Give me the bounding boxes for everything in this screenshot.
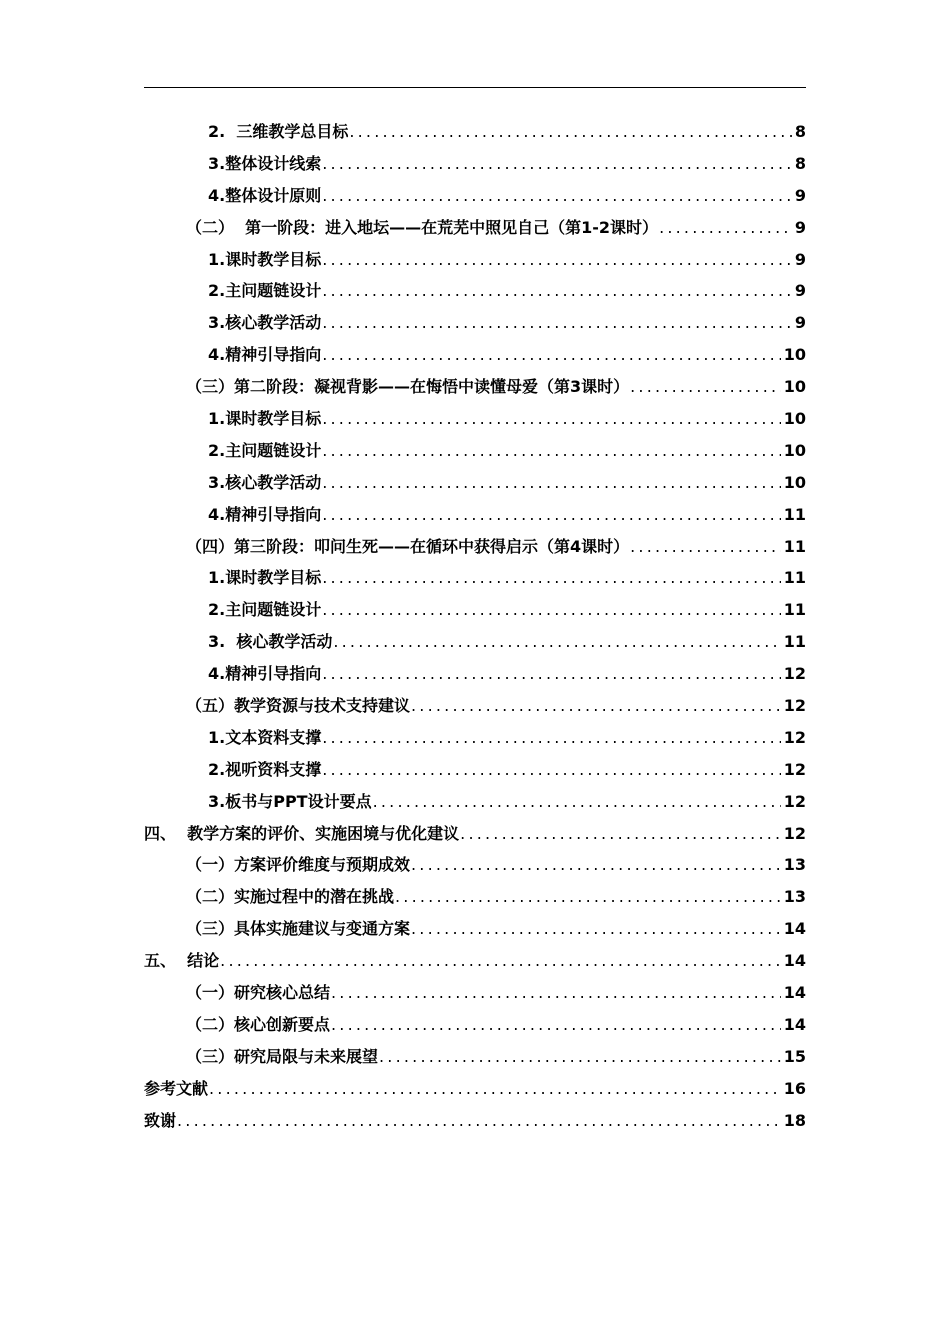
toc-entry[interactable] xyxy=(144,148,806,180)
toc-page-number: 10 xyxy=(783,472,806,492)
toc-entry[interactable] xyxy=(144,626,806,658)
toc-entry-title: 4.精神引导指向 xyxy=(208,664,322,684)
toc-dot-leader xyxy=(322,722,781,754)
toc-entry-title: （三）第二阶段：凝视背影——在悔悟中读懂母爱（第3课时） xyxy=(186,377,630,397)
header-rule xyxy=(144,87,806,88)
toc-entry[interactable] xyxy=(144,1105,806,1137)
toc-entry[interactable] xyxy=(144,275,806,307)
toc-dot-leader xyxy=(411,690,781,722)
toc-entry-title: （一）研究核心总结 xyxy=(186,983,331,1003)
toc-dot-leader xyxy=(373,786,781,818)
toc-page-number: 13 xyxy=(783,855,806,875)
toc-entry[interactable] xyxy=(144,977,806,1009)
toc-entry-title: 致谢 xyxy=(144,1110,177,1130)
toc-page-number: 12 xyxy=(783,696,806,716)
toc-entry-title: 2.主问题链设计 xyxy=(208,600,322,620)
toc-entry-title: 3.整体设计线索 xyxy=(208,153,322,173)
toc-entry-title: 四、 教学方案的评价、实施困境与优化建议 xyxy=(144,823,460,843)
toc-page-number: 13 xyxy=(783,887,806,907)
toc-entry-title: 2.主问题链设计 xyxy=(208,440,322,460)
toc-entry[interactable] xyxy=(144,499,806,531)
toc-dot-leader xyxy=(395,881,781,913)
toc-entry-title: （二） 第一阶段：进入地坛——在荒芜中照见自己（第1-2课时） xyxy=(186,217,659,237)
toc-entry-title: 2. 三维教学总目标 xyxy=(208,122,349,141)
toc-dot-leader xyxy=(411,913,781,945)
toc-entry[interactable] xyxy=(144,562,806,594)
toc-dot-leader xyxy=(349,116,792,148)
toc-entry-title: 3.核心教学活动 xyxy=(208,313,322,333)
toc-dot-leader xyxy=(411,849,781,881)
toc-page-number: 14 xyxy=(783,919,806,939)
toc-entry-title: 3. 核心教学活动 xyxy=(208,632,333,652)
toc-dot-leader xyxy=(322,307,792,339)
toc-dot-leader xyxy=(333,626,780,658)
toc-entry[interactable] xyxy=(144,786,806,818)
toc-entry-title: （二）实施过程中的潜在挑战 xyxy=(186,887,395,907)
toc-dot-leader xyxy=(331,977,781,1009)
toc-dot-leader xyxy=(659,212,792,244)
toc-dot-leader xyxy=(630,371,781,403)
toc-dot-leader xyxy=(331,1009,781,1041)
toc-dot-leader xyxy=(322,435,781,467)
toc-page-number: 9 xyxy=(794,281,806,301)
toc-entry-title: 五、 结论 xyxy=(144,951,220,971)
toc-dot-leader xyxy=(322,754,781,786)
toc-entry[interactable] xyxy=(144,244,806,276)
toc-page-number: 9 xyxy=(794,185,806,205)
toc-dot-leader xyxy=(322,467,781,499)
toc-entry[interactable] xyxy=(144,307,806,339)
toc-entry-title: 3.板书与PPT设计要点 xyxy=(208,791,372,811)
toc-dot-leader xyxy=(322,339,781,371)
toc-entry[interactable] xyxy=(144,690,806,722)
toc-entry[interactable] xyxy=(144,658,806,690)
toc-page-number: 11 xyxy=(783,504,806,524)
toc-page-number: 14 xyxy=(783,951,806,971)
toc-dot-leader xyxy=(322,499,781,531)
toc-page-number: 8 xyxy=(794,122,806,141)
toc-entry-title: 2.视听资料支撑 xyxy=(208,759,322,779)
toc-entry-title: 4.精神引导指向 xyxy=(208,504,322,524)
toc-entry[interactable] xyxy=(144,531,806,563)
toc-page-number: 12 xyxy=(783,823,806,843)
toc-entry[interactable] xyxy=(144,1041,806,1073)
toc-dot-leader xyxy=(322,658,781,690)
toc-entry-title: （五）教学资源与技术支持建议 xyxy=(186,696,411,716)
toc-page-number: 14 xyxy=(783,1014,806,1034)
toc-dot-leader xyxy=(322,403,781,435)
toc-entry-title: （四）第三阶段：叩问生死——在循环中获得启示（第4课时） xyxy=(186,536,630,556)
toc-page-number: 15 xyxy=(783,1046,806,1066)
toc-dot-leader xyxy=(322,562,781,594)
toc-entry-title: 1.课时教学目标 xyxy=(208,568,322,588)
toc-page-number: 8 xyxy=(794,153,806,173)
toc-entry[interactable] xyxy=(144,371,806,403)
toc-entry-title: （一）方案评价维度与预期成效 xyxy=(186,855,411,875)
toc-page-number: 10 xyxy=(783,377,806,397)
toc-dot-leader xyxy=(220,945,781,977)
toc-entry-title: （三）研究局限与未来展望 xyxy=(186,1046,379,1066)
toc-entry-title: 1.课时教学目标 xyxy=(208,249,322,269)
toc-dot-leader xyxy=(630,531,781,563)
toc-entry[interactable] xyxy=(144,818,806,850)
toc-page-number: 12 xyxy=(783,791,806,811)
toc-dot-leader xyxy=(460,818,781,850)
toc-entry-title: 1.文本资料支撑 xyxy=(208,727,322,747)
toc-entry[interactable] xyxy=(144,467,806,499)
toc-dot-leader xyxy=(322,244,792,276)
toc-entry-title: 1.课时教学目标 xyxy=(208,409,322,429)
toc-page-number: 10 xyxy=(783,345,806,365)
toc-entry-title: 参考文献 xyxy=(144,1078,209,1098)
toc-page-number: 16 xyxy=(783,1078,806,1098)
toc-dot-leader xyxy=(209,1073,781,1105)
toc-page-number: 9 xyxy=(794,313,806,333)
toc-entry[interactable] xyxy=(144,849,806,881)
toc-entry[interactable] xyxy=(144,212,806,244)
toc-entry[interactable] xyxy=(144,435,806,467)
toc-entry[interactable] xyxy=(144,403,806,435)
toc-dot-leader xyxy=(322,594,781,626)
toc-page-number: 11 xyxy=(783,600,806,620)
toc-entry[interactable] xyxy=(144,1073,806,1105)
toc-entry-title: 3.核心教学活动 xyxy=(208,472,322,492)
toc-entry[interactable] xyxy=(144,945,806,977)
toc-entry-title: （三）具体实施建议与变通方案 xyxy=(186,919,411,939)
toc-dot-leader xyxy=(322,180,792,212)
toc-page-number: 9 xyxy=(794,249,806,269)
toc-page-number: 9 xyxy=(794,217,806,237)
toc-page-number: 10 xyxy=(783,440,806,460)
table-of-contents xyxy=(144,116,806,1137)
toc-page-number: 11 xyxy=(783,632,806,652)
toc-page-number: 10 xyxy=(783,409,806,429)
toc-entry-title: 4.精神引导指向 xyxy=(208,345,322,365)
toc-page-number: 12 xyxy=(783,664,806,684)
toc-page-number: 11 xyxy=(783,568,806,588)
toc-entry[interactable] xyxy=(144,180,806,212)
toc-page-number: 18 xyxy=(783,1110,806,1130)
toc-entry[interactable] xyxy=(144,881,806,913)
toc-dot-leader xyxy=(322,275,792,307)
toc-page-number: 12 xyxy=(783,727,806,747)
toc-entry-title: 2.主问题链设计 xyxy=(208,281,322,301)
toc-dot-leader xyxy=(177,1105,781,1137)
toc-entry[interactable] xyxy=(144,722,806,754)
toc-entry[interactable] xyxy=(144,339,806,371)
toc-page-number: 11 xyxy=(783,536,806,556)
toc-page-number: 14 xyxy=(783,983,806,1003)
toc-entry[interactable] xyxy=(144,754,806,786)
toc-dot-leader xyxy=(322,148,792,180)
toc-entry[interactable] xyxy=(144,1009,806,1041)
toc-dot-leader xyxy=(379,1041,781,1073)
toc-entry[interactable] xyxy=(144,913,806,945)
toc-page-number: 12 xyxy=(783,759,806,779)
toc-entry[interactable] xyxy=(144,116,806,148)
toc-entry[interactable] xyxy=(144,594,806,626)
toc-entry-title: （二）核心创新要点 xyxy=(186,1014,331,1034)
toc-entry-title: 4.整体设计原则 xyxy=(208,185,322,205)
